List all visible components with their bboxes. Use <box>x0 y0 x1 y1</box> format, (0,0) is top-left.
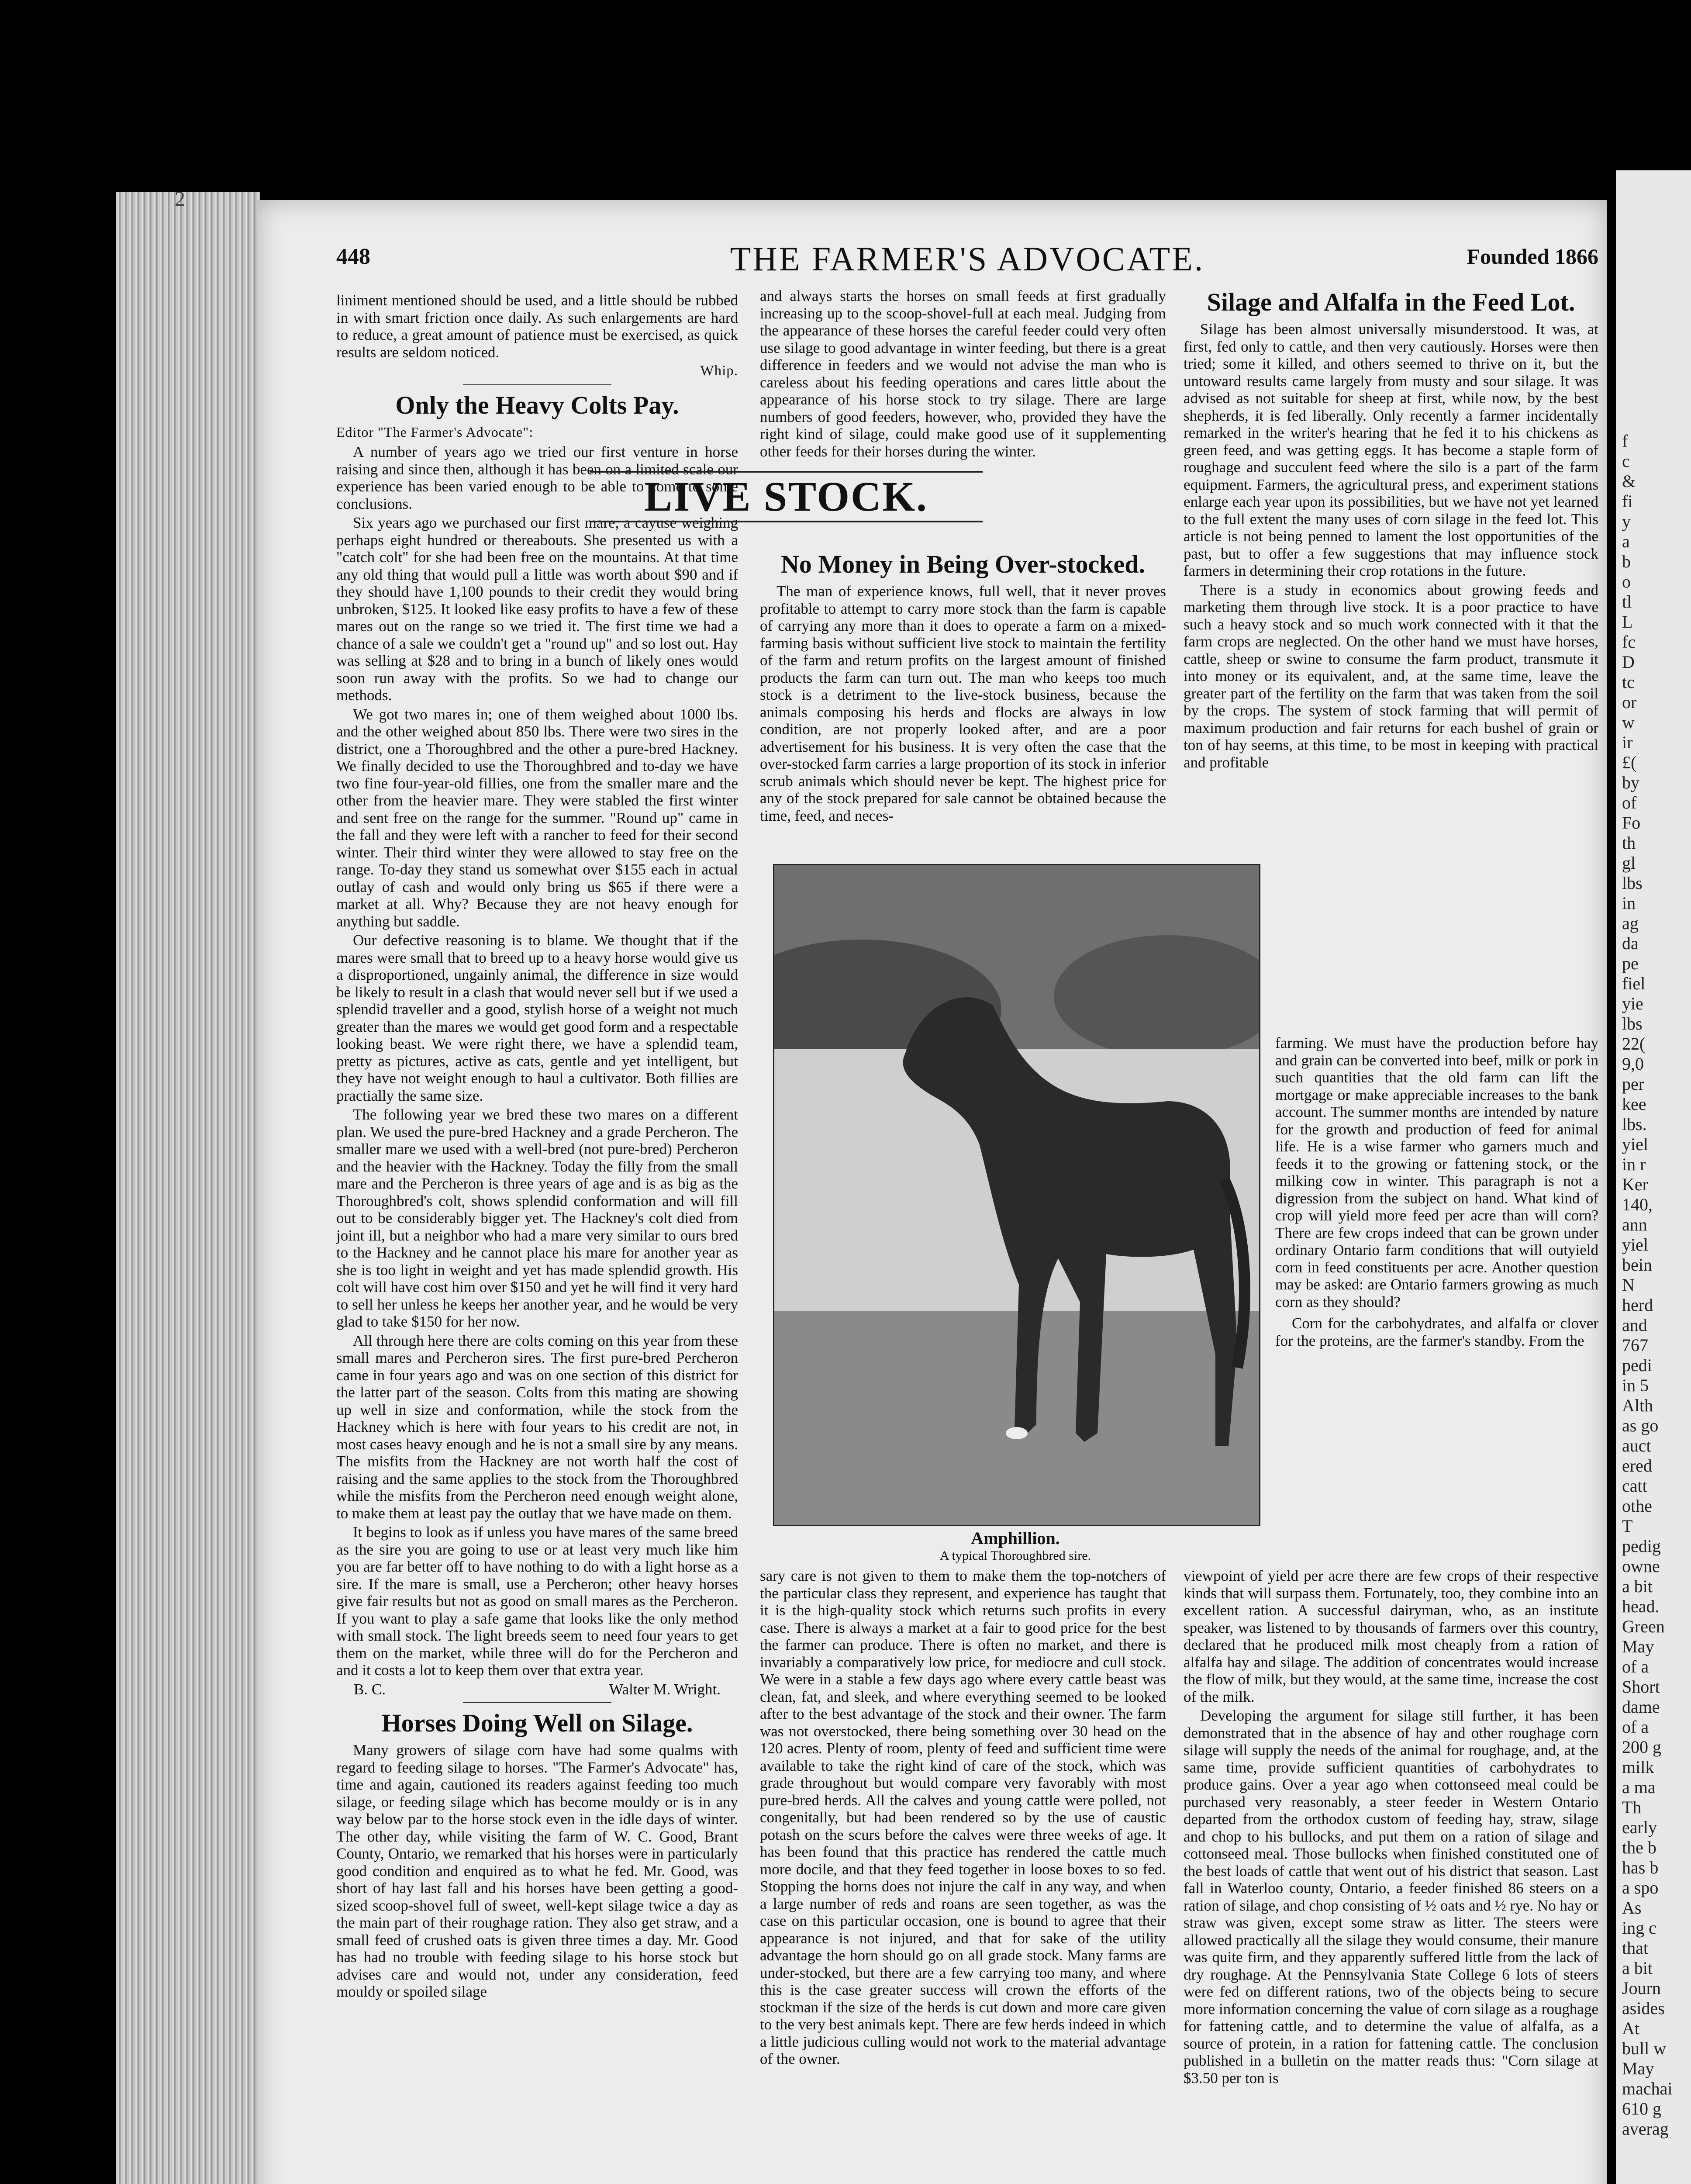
article-body-silage-alfalfa <box>1184 321 1598 771</box>
adjacent-page-fragment: o <box>1622 572 1631 591</box>
adjacent-page-fragment: the b <box>1622 1838 1656 1857</box>
adjacent-page-fragment: bull w <box>1622 2039 1667 2058</box>
paragraph: A number of years ago we tried our first venture in horse raising and since then, although it has been on a limited scale our experience has been varied enough to be able to come to some conclusions. <box>336 443 738 512</box>
adjacent-page-fragment: May <box>1622 1637 1654 1656</box>
adjacent-page-fragment: Green <box>1622 1617 1665 1636</box>
adjacent-page-fragment: that <box>1622 1938 1648 1958</box>
adjacent-page-fragment: Short <box>1622 1677 1660 1697</box>
adjacent-page-fragment: machai <box>1622 2079 1673 2098</box>
photo-caption <box>773 1528 1258 1563</box>
paragraph: Six years ago we purchased our first mare, a cayuse weighing perhaps eight hundred or thereabouts. She presented us with a "catch colt" for she had been free on the mountains. At that time any old thing that would pull a little was worth about $90 and if they should have 1,100 pounds to their credit they would bring unbroken, $125. It looked like easy profits to have a few of these mares out on the range so we tried it. The first time we had a chance of a sale we couldn't get a "round up" and so lost out. Hay was selling at $28 and to bring in a bunch of likely ones would soon run away with the profits. So we had to change our methods. <box>336 514 738 704</box>
adjacent-page-fragment: £( <box>1622 753 1637 772</box>
adjacent-page-fragment: Ker <box>1622 1175 1648 1194</box>
continued-paragraph: and always starts the horses on small feeds at first gradually increasing up to the scoop-shovel-full at each meal. Judging from the appearance of these horses the careful feeder could very often use silage to good advantage in winter feeding, but there is a great difference in feeders and we would not advise the man who is careless about his feeding operations and cares little about the appearance of his horse stock to try silage. There are large numbers of good feeders, however, who, provided they have the right kind of silage, could make good use of it supplementing other feeds for their horses during the winter. <box>760 287 1166 460</box>
paragraph: There is a study in economics about growing feeds and marketing them through live stock. It is a poor practice to have such a heavy stock and so much work connected with it that the farm crops are neglected. On the other hand we must have horses, cattle, sheep or swine to consume the farm product, transmute it into money or its equivalent, and, at the same time, leave the greater part of the fertility on the farm that was taken from the soil by the crops. The system of stock farming that will permit of maximum production and fair returns for each bushel of grain or ton of hay seems, at this time, to be most in keeping with practical and profitable <box>1184 581 1598 771</box>
adjacent-page-fragment: ag <box>1622 913 1639 933</box>
adjacent-page-fragment: per <box>1622 1074 1645 1094</box>
adjacent-page-fragment: As <box>1622 1898 1642 1918</box>
adjacent-page-fragment: bein <box>1622 1255 1652 1275</box>
page-number: 448 <box>336 244 370 269</box>
column-2-top <box>760 287 1166 462</box>
adjacent-page-fragment: head. <box>1622 1597 1660 1616</box>
adjacent-page-fragment: in <box>1622 893 1636 913</box>
adjacent-page-fragment: b <box>1622 552 1631 571</box>
adjacent-page-fragment: herd <box>1622 1295 1653 1315</box>
column-3 <box>1184 283 1598 773</box>
article-signature <box>336 1681 738 1698</box>
adjacent-page-fragment: T <box>1622 1516 1633 1536</box>
adjacent-page-fragment: of a <box>1622 1717 1649 1737</box>
article-body-heavy-colts <box>336 443 738 1679</box>
continued-paragraph: liniment mentioned should be used, and a little should be rubbed in with smart friction once daily. As such enlargements are hard to reduce, a great amount of patience must be exercised, as quick results are seldom noticed. <box>336 292 738 361</box>
adjacent-page-fragment: tl <box>1622 592 1632 612</box>
section-heading-live-stock: LIVE STOCK. <box>590 471 983 522</box>
adjacent-page-fragment: w <box>1622 712 1635 732</box>
paragraph: The man of experience knows, full well, that it never proves profitable to attempt to carry more stock than the farm is capable of carrying any more than it does to operate a farm on a mixed-farming basis without sufficient live stock to maintain the fertility of the farm and return profits on the largest amount of finished products the farm can turn out. The man who keeps too much stock is a detriment to the live-stock business, because the animals composing his herds and flocks are always in low condition, are not properly looked after, and are a poor advertisement for his business. It is very often the case that the over-stocked farm carries a large proportion of its stock in inferior scrub animals which should never be kept. The highest price for any of the stock prepared for sale cannot be obtained because the time, feed, and neces- <box>760 583 1166 824</box>
adjacent-page-fragment: D <box>1622 652 1635 672</box>
adjacent-page-fragment: pedi <box>1622 1355 1652 1375</box>
adjacent-page-fragment: in r <box>1622 1154 1646 1174</box>
paragraph: We got two mares in; one of them weighed about 1000 lbs. and the other weighed about 850 lbs. There were two sires in the district, one a Thoroughbred and the other a pure-bred Hackney. We finally decided to use the Thoroughbred and to-day we have two fine four-year-old fillies, one from the smaller mare and the other from the heavier mare. They were stabled the first winter and sent free on the range for the summer. "Round up" came in the fall and they were left with a rancher to feed for their second winter. Their third winter they were allowed to stay free on the range. To-day they stand us somewhat over $155 each in actual outlay of cash and would only bring us $65 if there were a market at all. Why? Because they are not heavy enough for anything but saddle. <box>336 705 738 930</box>
adjacent-page-fragment: lbs <box>1622 873 1643 893</box>
adjacent-page-fragment: Fo <box>1622 813 1641 833</box>
page-header <box>336 240 1598 279</box>
signature-author: Walter M. Wright. <box>609 1680 721 1698</box>
adjacent-page-fragment: 767 <box>1622 1335 1648 1355</box>
adjacent-page-fragment: pe <box>1622 954 1639 973</box>
newspaper-page <box>258 200 1607 2184</box>
horse-photograph <box>773 864 1260 1526</box>
adjacent-page-fragment: of a <box>1622 1657 1649 1676</box>
adjacent-page-fragment: dame <box>1622 1697 1660 1717</box>
adjacent-page-fragment: and <box>1622 1315 1647 1335</box>
paragraph: All through here there are colts coming on this year from these small mares and Percheron sires. The first pure-bred Percheron came in four years ago and was on one section of this district for the latter part of the season. Colts from this mating are showing up well in size and conformation, while the stock from the Hackney which is here with four years to his credit are not, in most cases heavy enough and he is not a small sire by any means. The misfits from the Hackney are not worth half the cost of raising and the same applies to the stock from the Thoroughbred while the misfits from the Percheron need enough weight alone, to make them at least pay the outlay that we have made on them. <box>336 1332 738 1522</box>
adjacent-page-fragment: asides <box>1622 1998 1665 2018</box>
adjacent-page-fragment: in 5 <box>1622 1375 1649 1395</box>
adjacent-page-fragment: N <box>1622 1275 1635 1295</box>
column-2-bottom <box>760 1567 1166 2070</box>
article-title-silage-alfalfa: Silage and Alfalfa in the Feed Lot. <box>1207 288 1575 316</box>
divider-rule <box>463 1702 611 1703</box>
adjacent-page-fragment: At <box>1622 2018 1639 2038</box>
article-title-heavy-colts: Only the Heavy Colts Pay. <box>395 390 679 419</box>
paragraph: Developing the argument for silage still further, it has been demonstrated that in the absence of hay and other roughage corn silage will supply the needs of the animal for roughage, and, at the same time, provide sufficient quantities of carbohydrates to produce gains. Over a year ago when cottonseed meal could be purchased very reasonably, a steer feeder in Western Ontario departed from the orthodox custom of feeding hay, straw, silage and chop to his bullocks, and put them on a ration of silage and cottonseed meal. Those bullocks when finished constituted one of the best loads of cattle that went out of his district that season. Last fall in Waterloo county, Ontario, a feeder finished 86 steers on a ration of silage, and chop consisting of ½ oats and ½ rye. No hay or straw was given, except some straw as litter. The steers were allowed practically all the silage they would consume, their manure was quite firm, and they apparently suffered little from the lack of dry roughage. At the Pennsylvania State College 6 lots of steers were fed on different rations, two of the objects being to secure more information concerning the value of corn silage as a roughage for fattening cattle, and to determine the value of alfalfa, as a source of protein, in a ration for fattening cattle. The conclusion published in a bulletin on the matter reads thus: "Corn silage at $3.50 per ton is <box>1184 1707 1598 2087</box>
adjacent-page-fragment: 22( <box>1622 1034 1646 1054</box>
adjacent-page-fragment: of <box>1622 793 1637 812</box>
adjacent-page-fragment: or <box>1622 692 1637 712</box>
divider-rule <box>463 384 611 385</box>
adjacent-page-fragment: 200 g <box>1622 1737 1661 1757</box>
article-body-horses-silage <box>336 1742 738 2001</box>
adjacent-page-fragment: owne <box>1622 1556 1660 1576</box>
paragraph: Many growers of silage corn have had some qualms with regard to feeding silage to horses. "The Farmer's Advocate" has, time and again, cautioned its readers against feeding too much silage, or feeding silage which has become mouldy or is in any way below par to the horse stock even in the idle days of winter. The other day, while visiting the farm of W. C. Good, Brant County, Ontario, we remarked that his horses were in particularly good condition and enquired as to what he fed. Mr. Good, was short of hay last fall and his horses have been getting a good-sized scoop-shovel full of sweet, well-kept silage twice a day as the main part of their roughage ration. They also get straw, and a small feed of crushed oats is given three times a day. Mr. Good has had no trouble with feeding silage to his horse stock but advises care and would not, under any consideration, feed mouldy or spoiled silage <box>336 1742 738 2000</box>
adjacent-page-fragment: a ma <box>1622 1777 1656 1797</box>
column-3-bottom <box>1184 1567 1598 2088</box>
adjacent-page-fragment: yiel <box>1622 1235 1648 1254</box>
signature-whip: Whip. <box>700 363 738 379</box>
caption-title: Amphillion. <box>971 1528 1060 1548</box>
article-title-over-stocked: No Money in Being Over-stocked. <box>781 550 1145 578</box>
adjacent-page-fragment: early <box>1622 1818 1657 1837</box>
adjacent-page-fragment: yie <box>1622 994 1643 1013</box>
adjacent-page-fragment: y <box>1622 511 1631 531</box>
paragraph: Our defective reasoning is to blame. We thought that if the mares were small that to breed up to a heavy horse would give us a disproportioned, ungainly animal, the difference in size would be likely to result in a clash that would never sell but if we used a splendid traveller and a good, stylish horse of a weight not much greater than the mares we would get good form and a respectable looking beast. We were right there, we have a splendid team, pretty as pictures, active as cats, gentle and yet intelligent, but they have not weight enough to haul a cultivator. Both fillies are practially the same size. <box>336 932 738 1104</box>
adjacent-page-fragment: a <box>1622 532 1630 551</box>
adjacent-page-fragment: tc <box>1622 672 1635 692</box>
adjacent-page-fragment: yiel <box>1622 1134 1648 1154</box>
paragraph: viewpoint of yield per acre there are few crops of their respective kinds that will surpass them. Fortunately, too, they combine into an excellent ration. A successful dairyman, who, as an institute speaker, was listened to by thousands of farmers over this country, declared that he produced milk most cheaply from a ration of alfalfa hay and silage. The addition of concentrates would increase the flow of milk, but they would, at the same time, increase the cost of the milk. <box>1184 1567 1598 1705</box>
adjacent-page-fragment: May <box>1622 2059 1654 2078</box>
wrap-paragraph-2: Corn for the carbohydrates, and alfalfa or clover for the proteins, are the farmer's standby. From the <box>1275 1315 1598 1349</box>
adjacent-page-fragment: a bit <box>1622 1958 1653 1978</box>
adjacent-page-fragment: catt <box>1622 1476 1647 1496</box>
adjacent-page-fragment: fi <box>1622 491 1633 511</box>
adjacent-page-fragment: kee <box>1622 1094 1646 1114</box>
adjacent-page-fragment: 610 g <box>1622 2099 1661 2118</box>
paragraph: The following year we bred these two mares on a different plan. We used the pure-bred Hackney and a grade Percheron. The smaller mare we used with a well-bred (not pure-bred) Percheron and the heavier with the Hackney. Today the filly from the small mare and the Percheron is three years of age and is as big as the Thoroughbred's colt, shows splendid conformation and will fill out to be considerably bigger yet. The Hackney's colt died from joint ill, but a neighbor who had a mare very similar to ours bred to the Hackney and he cannot place his mare for another year as she is too light in weight and yet has made splendid growth. His colt will have cost him over $150 and yet he will find it very hard to sell her unless he keeps her another year, and he would be very glad to take $150 for her now. <box>336 1106 738 1330</box>
adjacent-page-fragment: a bit <box>1622 1576 1653 1596</box>
adjacent-page-fragment: a spo <box>1622 1878 1659 1897</box>
adjacent-page-fragment: othe <box>1622 1496 1652 1516</box>
signature-location: B. C. <box>354 1680 386 1698</box>
caption-subtitle: A typical Thoroughbred sire. <box>939 1548 1091 1563</box>
column-3-wrap <box>1275 1034 1598 1349</box>
column-1 <box>336 292 738 2002</box>
article-body-silage-continued <box>1184 1567 1598 2087</box>
adjacent-page-fragment: fc <box>1622 632 1636 652</box>
adjacent-page-fragment: 9,0 <box>1622 1054 1644 1074</box>
adjacent-page-strip <box>1616 170 1691 2184</box>
adjacent-page-fragment: & <box>1622 471 1636 491</box>
book-page-edges <box>116 192 260 2184</box>
adjacent-page-fragment: auct <box>1622 1436 1651 1455</box>
adjacent-page-fragment: as go <box>1622 1416 1659 1435</box>
adjacent-page-fragment: Alth <box>1622 1396 1653 1415</box>
corner-mark: 2 <box>175 187 185 211</box>
adjacent-page-fragment: 140, <box>1622 1195 1653 1214</box>
adjacent-page-fragment: Journ <box>1622 1978 1661 1998</box>
adjacent-page-fragment: f <box>1622 431 1628 451</box>
article-title-horses-silage: Horses Doing Well on Silage. <box>381 1709 693 1737</box>
adjacent-page-fragment: milk <box>1622 1757 1654 1777</box>
adjacent-page-fragment: fiel <box>1622 974 1646 993</box>
paragraph: It begins to look as if unless you have mares of the same breed as the sire you are going to use or at least very much like him you are far better off to have nothing to do with a light horse as a sire. If the mare is small, use a Percheron; other heavy horses give fair results but not as good on small mares as the Percheron. If you want to play a safe game that looks like the only method with small stock. The light breeds seem to need four years to get them on the market, while three will do for the Percheron and and it costs a lot to keep them over that extra year. <box>336 1524 738 1679</box>
adjacent-page-fragment: th <box>1622 833 1636 853</box>
editor-salutation: Editor "The Farmer's Advocate": <box>336 424 534 440</box>
article-body-continued <box>760 1567 1166 2068</box>
horse-silhouette-image <box>774 865 1259 1525</box>
article-body-over-stocked <box>760 583 1166 824</box>
adjacent-page-fragment: pedig <box>1622 1536 1661 1556</box>
adjacent-page-fragment: by <box>1622 773 1639 792</box>
adjacent-page-fragment: lbs. <box>1622 1114 1647 1134</box>
adjacent-page-fragment: ann <box>1622 1215 1647 1234</box>
adjacent-page-fragment: Th <box>1622 1797 1642 1817</box>
adjacent-page-fragment: ir <box>1622 733 1633 752</box>
adjacent-page-fragment: has b <box>1622 1858 1659 1877</box>
adjacent-page-fragment: ered <box>1622 1456 1652 1476</box>
adjacent-page-fragment: averag <box>1622 2119 1669 2139</box>
adjacent-page-fragment: ing c <box>1622 1918 1656 1938</box>
adjacent-page-fragment: da <box>1622 933 1639 953</box>
adjacent-page-fragment: L <box>1622 612 1633 632</box>
wrap-paragraph: farming. We must have the production before hay and grain can be converted into beef, milk or pork in such quantities that the old farm can lift the mortgage or make appreciable increases to the bank account. The summer months are intended by nature for the growth and production of feed for animal life. He is a wise farmer who garners much and feeds it to the growing or fattening stock, or the milking cow in winter. This paragraph is not a digression from the subject on hand. What kind of crop will yield more feed per acre than will corn? There are few crops indeed that can be grown under ordinary Ontario farm conditions that will outyield corn in feed constituents per acre. Another question may be asked: are Ontario farmers growing as much corn as they should? <box>1275 1034 1598 1310</box>
publication-title: THE FARMER'S ADVOCATE. <box>730 240 1205 278</box>
adjacent-page-fragment: gl <box>1622 853 1636 873</box>
paragraph: sary care is not given to them to make them the top-notchers of the particular class they represent, and experience has taught that it is the high-quality stock which returns such profits in every case. There is always a market at a fair to good price for the best the farmer can produce. There is often no market, and there is invariably a comparatively low price, for mediocre and cull stock. We were in a stable a few days ago where every cattle beast was clean, fat, and sleek, and where everything seemed to be looked after to the best advantage of the stock and their owner. The farm was not overstocked, there being something over 30 head on the 120 acres. Plenty of room, plenty of feed and sufficient time were available to take the right kind of care of the stock, which was grade throughout but would compare very favorably with most pure-bred herds. All the calves and young cattle were polled, not congenitally, but had been rendered so by the use of caustic potash on the scurs before the calves were three weeks of age. It has been found that this practice has rendered the cattle much more docile, and that they feed together in loose boxes to so fed. Stopping the horns does not injure the calf in any way, and when a large number of reds and roans are seen together, as was the case on this particular occasion, one is bound to agree that their appearance is not injured, and that for sake of the utility advantage the horn should go on all grade stock. Many farms are under-stocked, but there are a few carrying too many, and where this is the case greater success will crown the efforts of the stockman if the size of the herds is cut down and more care given to the very best animals kept. There are few herds indeed in which a little judicious culling would not work to the material advantage of the owner. <box>760 1567 1166 2067</box>
founded-label: Founded 1866 <box>1467 244 1598 269</box>
adjacent-page-fragment: c <box>1622 451 1630 471</box>
paragraph: Silage has been almost universally misunderstood. It was, at first, fed only to cattle, and then very cautiously. Horses were then tried; some it killed, and others seemed to thrive on it, but the untoward results came largely from musty and sour silage. It was advised as not suitable for sheep at first, while now, by the best shepherds, it is fed liberally. Only recently a farmer incidentally remarked in the writer's hearing that he fed it to his chickens as green feed, and was getting eggs. It has become a staple form of roughage and succulent feed where the silo is a part of the farm equipment. Farmers, the agricultural press, and experiment stations enlarge each year upon its possibilities, but we have not yet learned to the full extent the many uses of corn silage in the feed lot. This article is not being penned to lament the lost opportunities of the past, but to offer a few suggestions that may influence stock farmers in determining their crop rotations in the future. <box>1184 321 1598 579</box>
column-2-article <box>760 545 1166 826</box>
adjacent-page-fragment: lbs <box>1622 1014 1643 1033</box>
